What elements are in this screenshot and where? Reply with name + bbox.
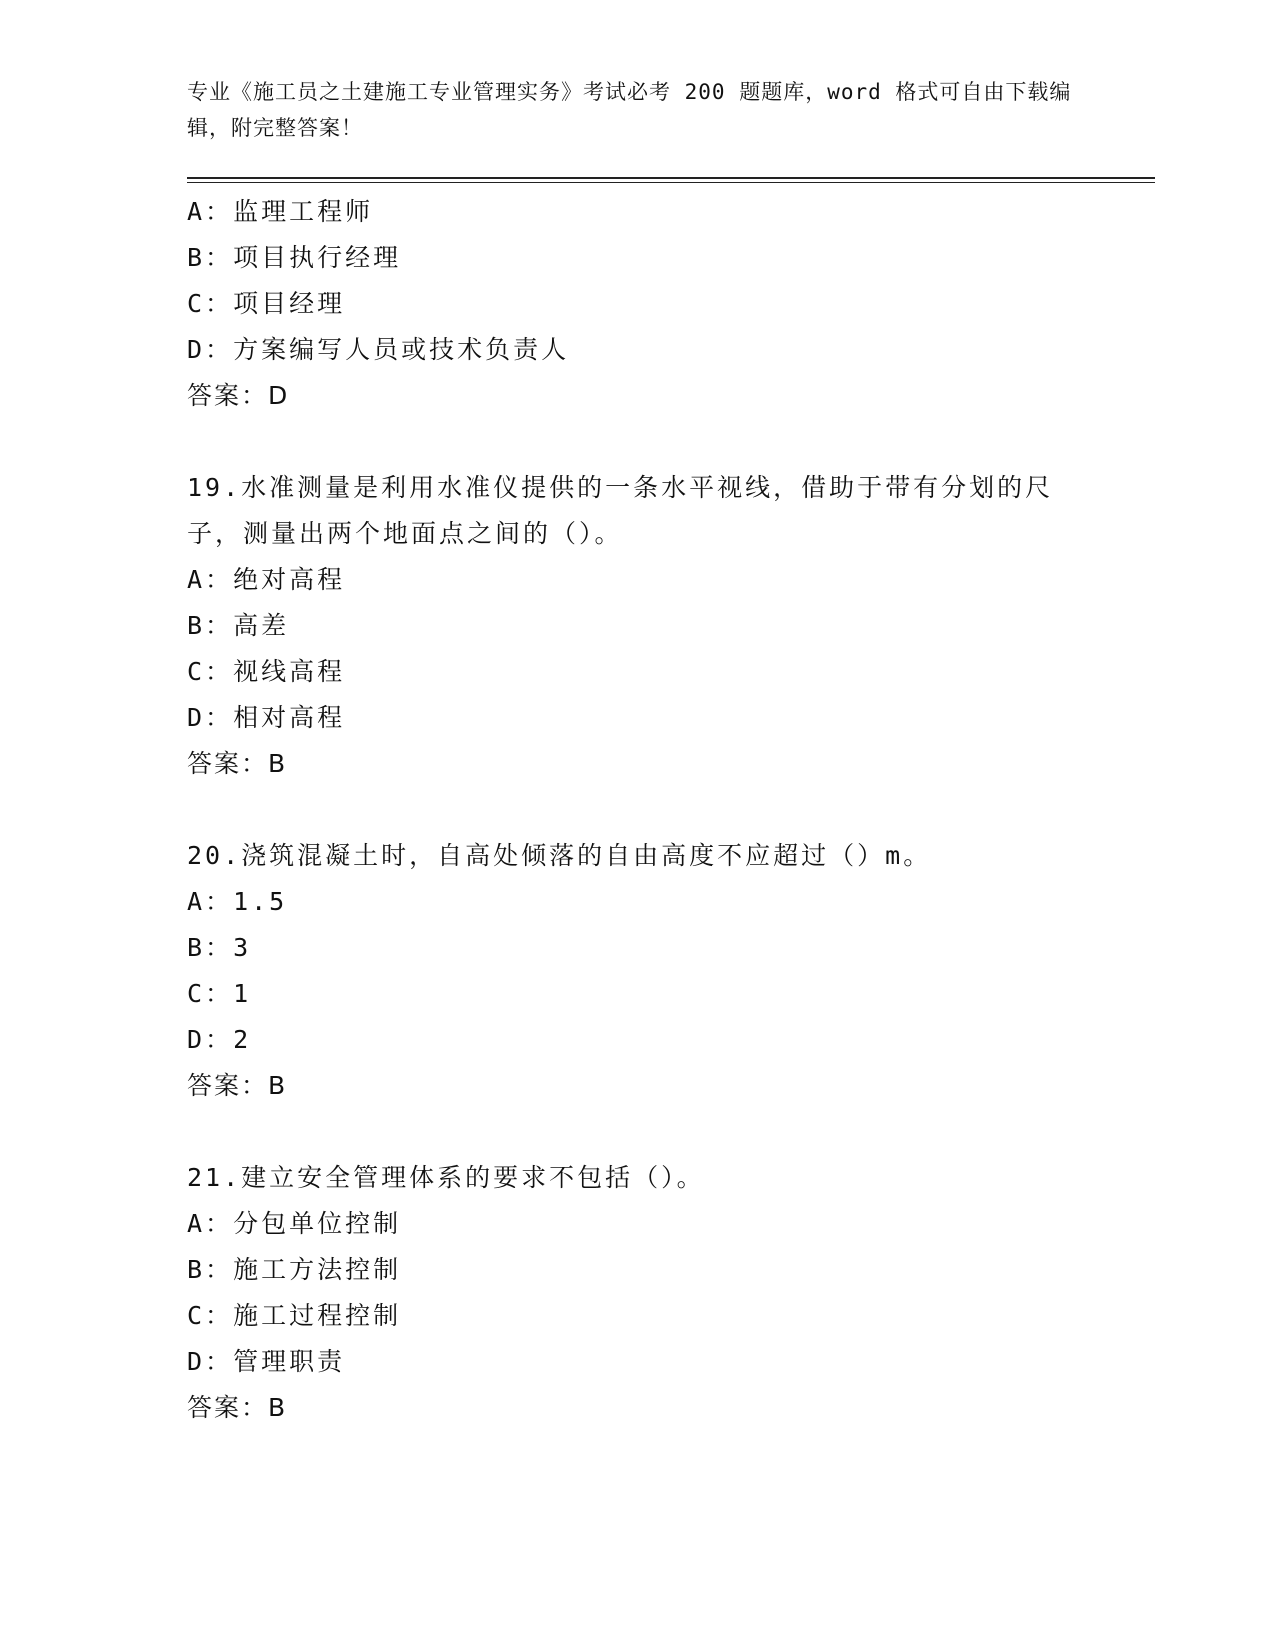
spacer <box>187 1109 1087 1155</box>
option-key: B： <box>187 243 234 272</box>
option-key: A： <box>187 565 234 594</box>
option-text: 1.5 <box>233 887 288 916</box>
option-key: C： <box>187 289 234 318</box>
option-c <box>187 1293 1087 1339</box>
spacer <box>187 787 1087 833</box>
option-b <box>187 1247 1087 1293</box>
option-key: B： <box>187 933 234 962</box>
answer-line: 答案：B <box>187 1393 288 1422</box>
option-key: A： <box>187 887 234 916</box>
answer-line: 答案：B <box>187 1071 288 1100</box>
option-a <box>187 557 1087 603</box>
question-stem: 21.建立安全管理体系的要求不包括（）。 <box>187 1163 705 1192</box>
option-text: 高差 <box>233 611 290 640</box>
question-20 <box>187 833 1087 1109</box>
option-key: C： <box>187 1301 234 1330</box>
header-rule-thin <box>187 182 1155 183</box>
option-b <box>187 235 1087 281</box>
option-text: 3 <box>233 933 252 962</box>
option-key: C： <box>187 979 234 1008</box>
option-d <box>187 327 1087 373</box>
option-key: D： <box>187 703 234 732</box>
option-b <box>187 603 1087 649</box>
option-text: 1 <box>233 979 252 1008</box>
option-text: 绝对高程 <box>233 565 346 594</box>
option-text: 方案编写人员或技术负责人 <box>233 335 570 364</box>
option-key: C： <box>187 657 234 686</box>
option-text: 施工方法控制 <box>233 1255 402 1284</box>
option-a <box>187 189 1087 235</box>
option-text: 项目执行经理 <box>233 243 402 272</box>
question-18-continued <box>187 189 1087 419</box>
option-c <box>187 971 1087 1017</box>
option-d <box>187 1017 1087 1063</box>
option-text: 相对高程 <box>233 703 346 732</box>
page-header: 专业《施工员之土建施工专业管理实务》考试必考 200 题题库，word 格式可自由下载编辑，附完整答案！ <box>187 80 1072 140</box>
option-text: 分包单位控制 <box>233 1209 402 1238</box>
option-key: A： <box>187 1209 234 1238</box>
option-d <box>187 695 1087 741</box>
option-key: B： <box>187 611 234 640</box>
option-key: A： <box>187 197 234 226</box>
option-key: D： <box>187 1025 234 1054</box>
option-text: 2 <box>233 1025 252 1054</box>
answer-line: 答案：D <box>187 381 290 410</box>
option-text: 项目经理 <box>233 289 346 318</box>
option-c <box>187 281 1087 327</box>
question-list <box>187 189 1087 1431</box>
option-key: D： <box>187 1347 234 1376</box>
option-text: 施工过程控制 <box>233 1301 402 1330</box>
question-21 <box>187 1155 1087 1431</box>
option-b <box>187 925 1087 971</box>
option-d <box>187 1339 1087 1385</box>
option-key: B： <box>187 1255 234 1284</box>
header-rule <box>187 177 1155 179</box>
answer-line: 答案：B <box>187 749 288 778</box>
option-key: D： <box>187 335 234 364</box>
option-text: 监理工程师 <box>233 197 374 226</box>
question-19 <box>187 465 1087 787</box>
option-text: 视线高程 <box>233 657 346 686</box>
option-a <box>187 1201 1087 1247</box>
spacer <box>187 419 1087 465</box>
option-a <box>187 879 1087 925</box>
option-c <box>187 649 1087 695</box>
question-stem: 19.水准测量是利用水准仪提供的一条水平视线，借助于带有分划的尺子，测量出两个地面点之间的（）。 <box>187 473 1054 548</box>
option-text: 管理职责 <box>233 1347 346 1376</box>
question-stem: 20.浇筑混凝土时，自高处倾落的自由高度不应超过（）m。 <box>187 841 932 870</box>
